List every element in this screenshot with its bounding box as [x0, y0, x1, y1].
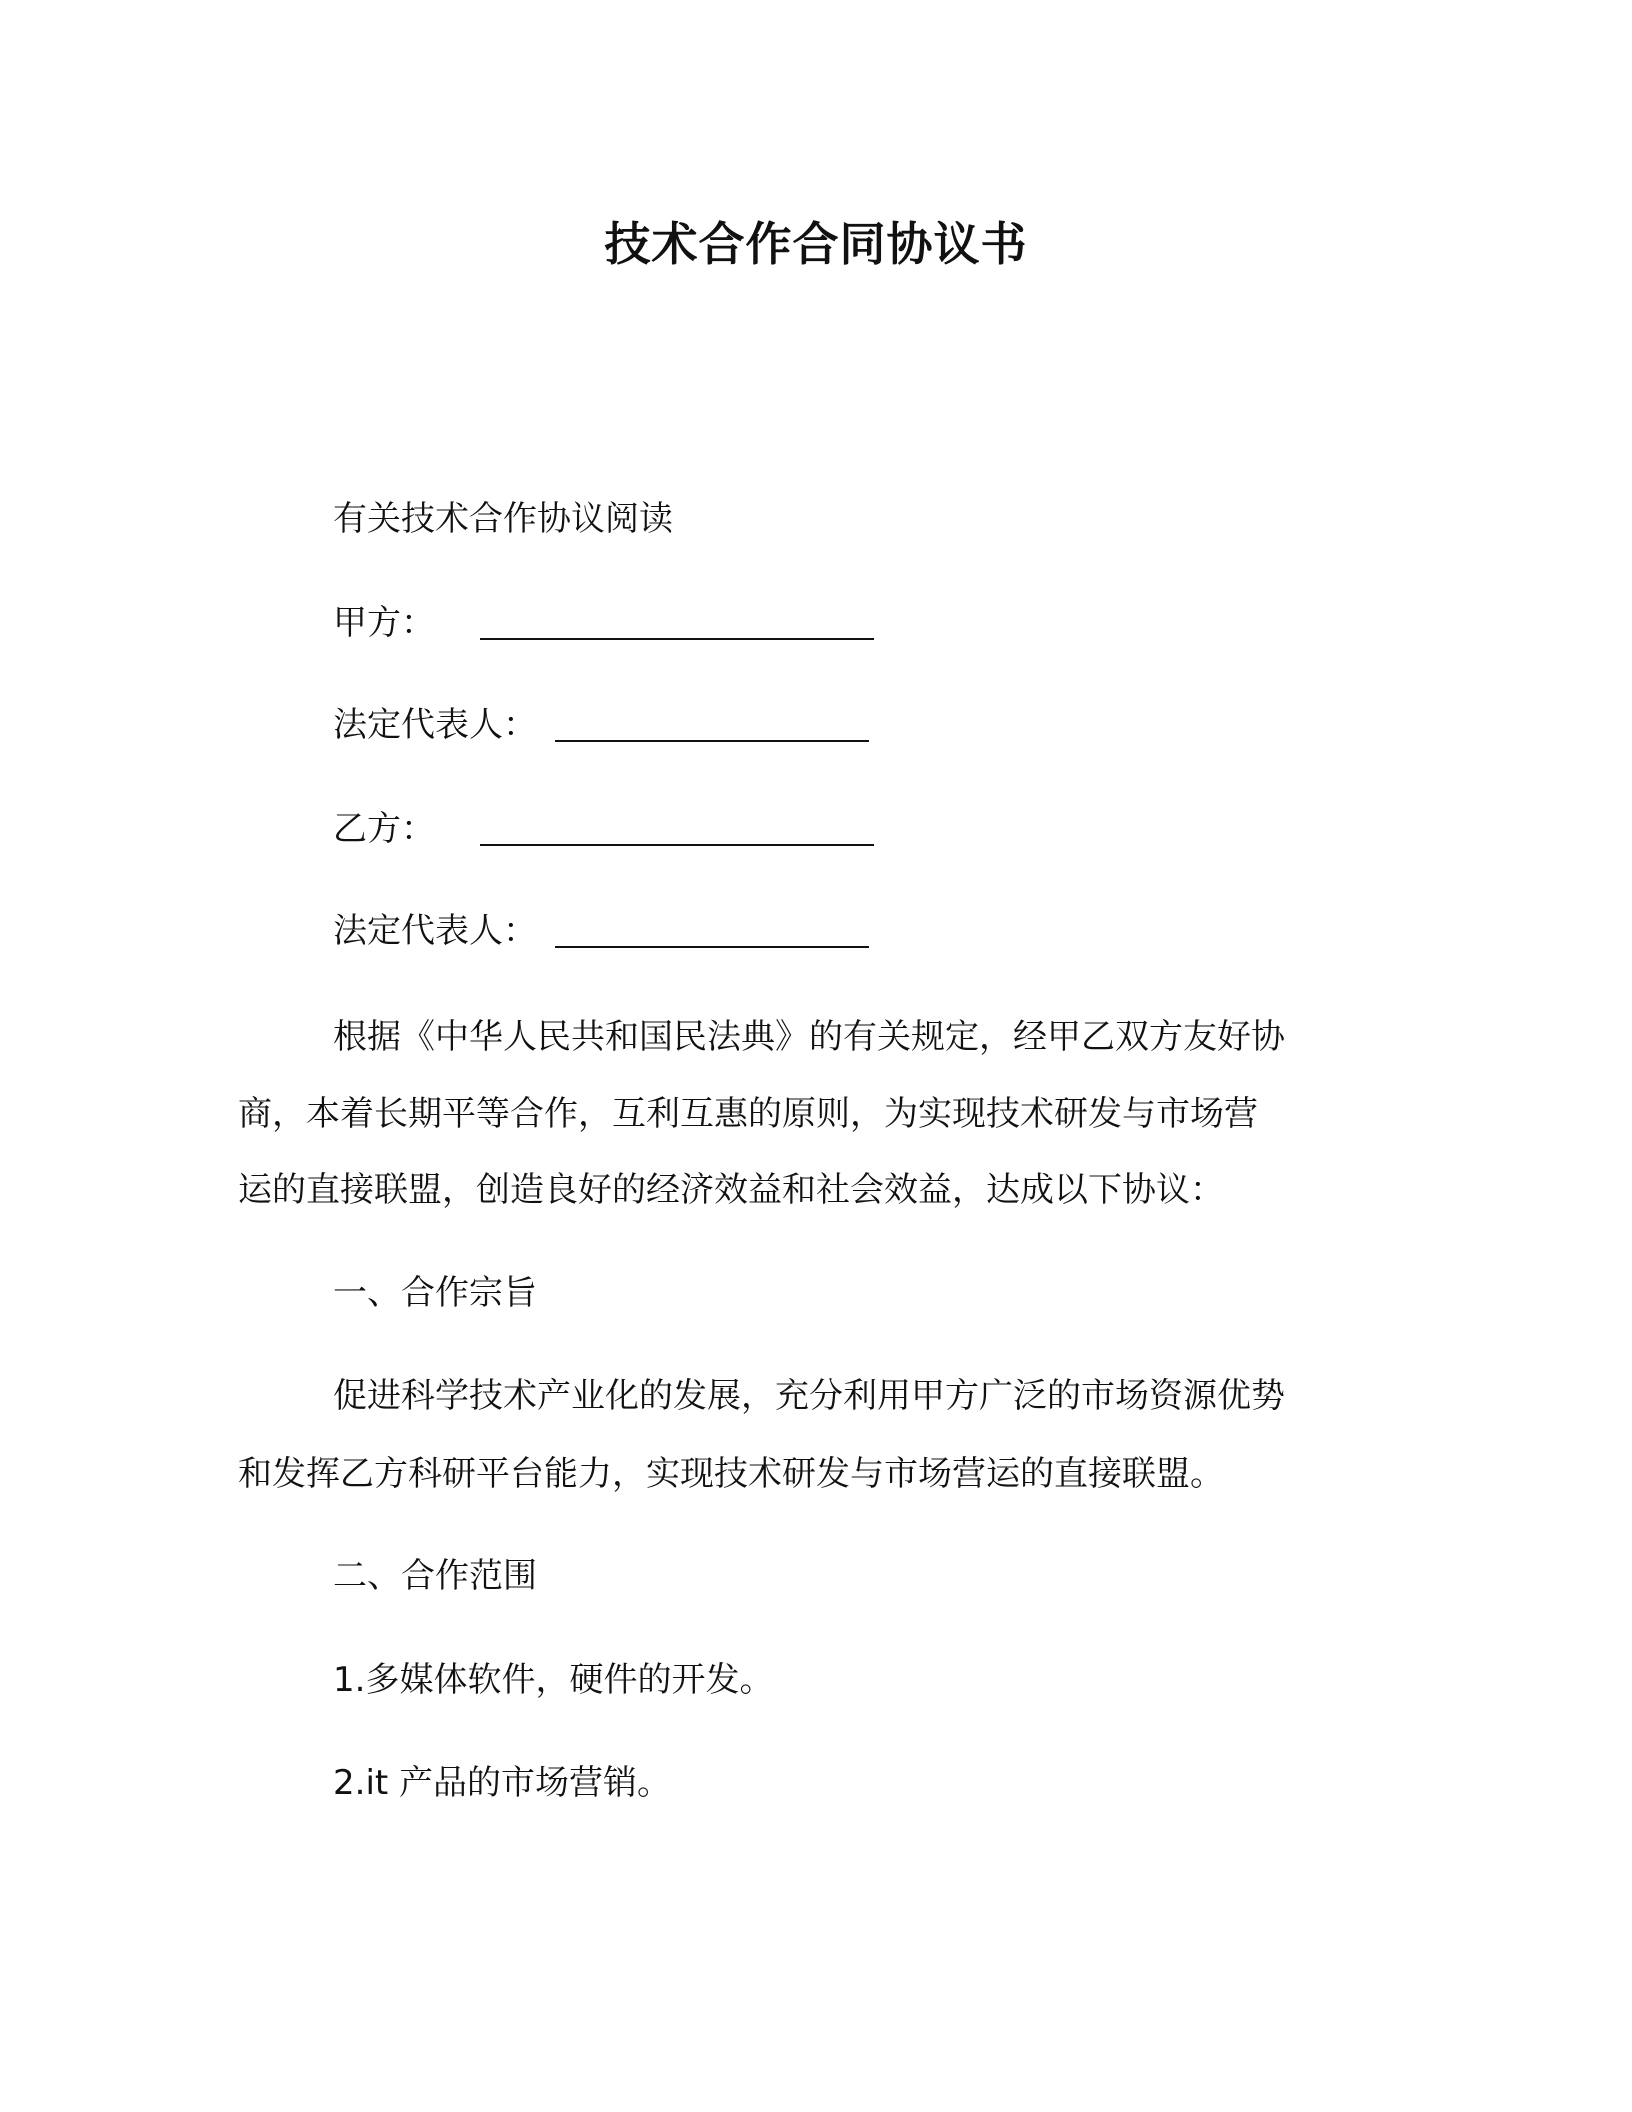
intro-line-3: 运的直接联盟，创造良好的经济效益和社会效益，达成以下协议：: [238, 1170, 1224, 1210]
section1-heading: 一、合作宗旨: [333, 1273, 537, 1313]
party-a-blank: [480, 598, 874, 640]
party-b-rep-label: 法定代表人：: [333, 911, 537, 951]
party-b-rep-blank: [555, 906, 869, 948]
party-a-rep-field: [333, 700, 893, 750]
scope-item-2: 2.it 产品的市场营销。: [333, 1763, 672, 1803]
party-a-label: 甲方：: [333, 603, 435, 643]
party-b-label: 乙方：: [333, 809, 435, 849]
party-a-field: [333, 598, 893, 648]
party-b-rep-field: [333, 906, 893, 956]
section2-heading: 二、合作范围: [333, 1556, 537, 1596]
party-a-rep-label: 法定代表人：: [333, 705, 537, 745]
scope-item-1: 1.多媒体软件，硬件的开发。: [333, 1660, 774, 1700]
intro-line-1: 根据《中华人民共和国民法典》的有关规定，经甲乙双方友好协: [333, 1017, 1285, 1057]
document-title: 技术合作合同协议书: [604, 217, 1028, 271]
subtitle: 有关技术合作协议阅读: [333, 499, 673, 539]
intro-line-2: 商，本着长期平等合作，互利互惠的原则，为实现技术研发与市场营: [238, 1094, 1258, 1134]
party-a-rep-blank: [555, 700, 869, 742]
party-b-field: [333, 804, 893, 854]
party-b-blank: [480, 804, 874, 846]
section1-line-2: 和发挥乙方科研平台能力，实现技术研发与市场营运的直接联盟。: [238, 1454, 1224, 1494]
section1-line-1: 促进科学技术产业化的发展，充分利用甲方广泛的市场资源优势: [333, 1376, 1285, 1416]
